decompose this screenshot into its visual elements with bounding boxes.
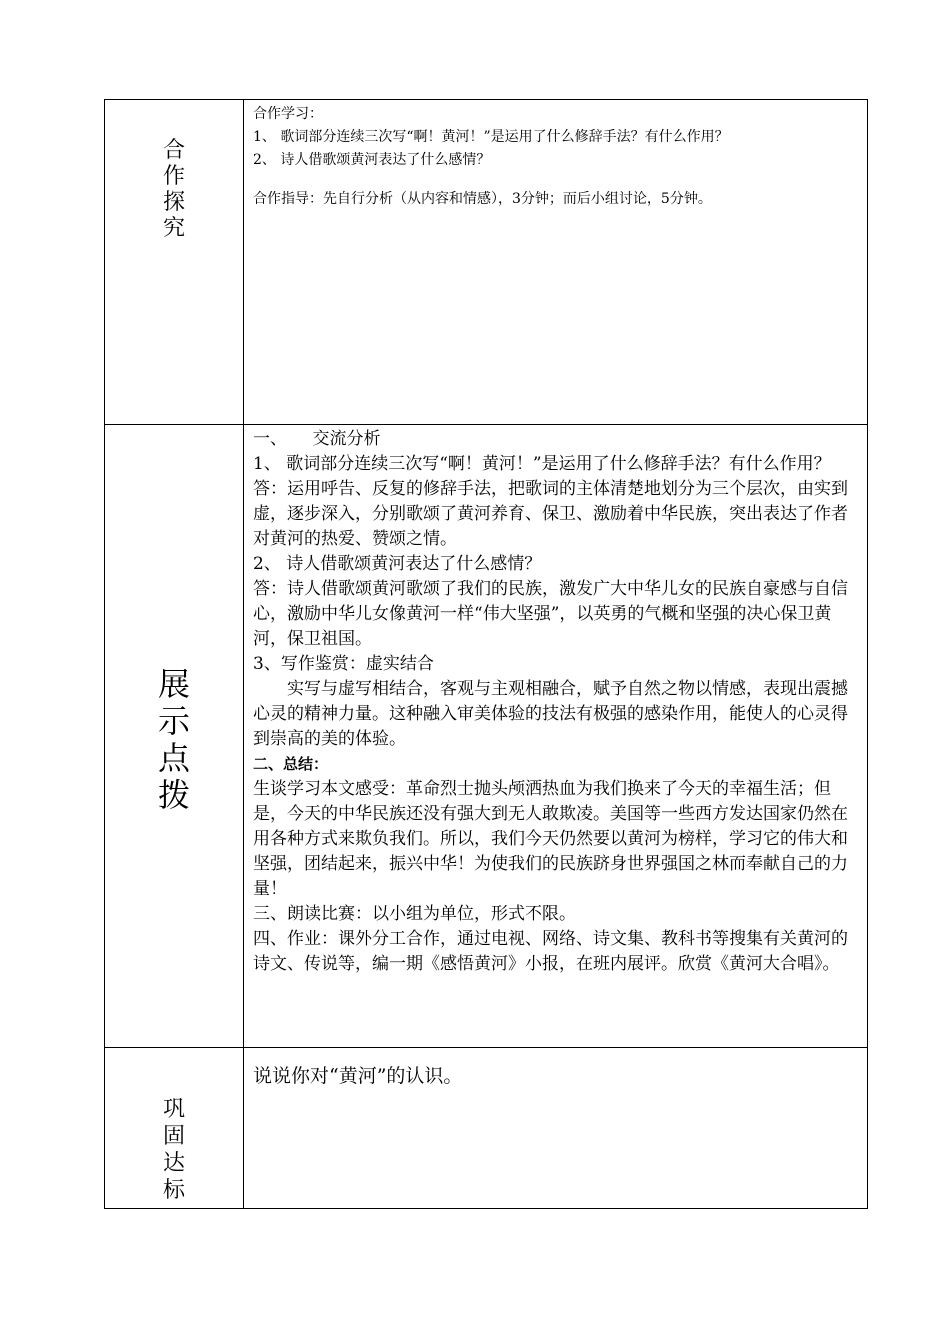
label-char: 达	[162, 1151, 185, 1176]
writing-appreciation-text: 实写与虚写相结合，客观与主观相融合，赋予自然之物以情感，表现出震撼心灵的精神力量。这种融入审美体验的技法有极强的感染作用，能使人的心灵得到崇高的美的体验。	[253, 679, 848, 749]
coop-question-1: 1、 歌词部分连续三次写“啊！黄河！”是运用了什么修辞手法？有什么作用？	[253, 129, 729, 145]
writing-appreciation-heading: 3、写作鉴赏：虚实结合	[253, 654, 434, 674]
label-char: 标	[162, 1178, 185, 1203]
coop-guidance: 合作指导：先自行分析（从内容和情感），3分钟；而后小组讨论，5分钟。	[253, 191, 712, 207]
label-char: 作	[162, 164, 185, 189]
analysis-answer-1: 答：运用呼告、反复的修辞手法，把歌词的主体清楚地划分为三个层次，由实到虚，逐步深入，分别歌颂了黄河养育、保卫、激励着中华民族，突出表达了作者对黄河的热爱、赞颂之情。	[253, 479, 848, 549]
display-guidance-content	[253, 427, 861, 977]
section-label-cooperative-inquiry	[105, 130, 243, 250]
coop-question-2: 2、 诗人借歌颂黄河表达了什么感情？	[253, 152, 491, 168]
label-char: 拨	[157, 776, 190, 814]
row-divider-1	[105, 424, 867, 425]
coop-title: 合作学习：	[253, 106, 323, 122]
lesson-table	[104, 99, 868, 1209]
analysis-question-1: 1、 歌词部分连续三次写“啊！黄河！”是运用了什么修辞手法？有什么作用？	[253, 454, 831, 474]
column-divider	[243, 100, 244, 1208]
consolidation-prompt: 说说你对“黄河”的认识。	[253, 1065, 463, 1087]
homework: 四、作业：课外分工合作，通过电视、网络、诗文集、教科书等搜集有关黄河的诗文、传说等，编一期《感悟黄河》小报，在班内展评。欣赏《黄河大合唱》。	[253, 929, 848, 974]
label-char: 巩	[162, 1097, 185, 1122]
section-label-display-guidance	[105, 660, 243, 820]
label-char: 展	[157, 665, 190, 703]
label-char: 点	[157, 739, 190, 777]
consolidation-content	[253, 1062, 861, 1090]
analysis-answer-2: 答：诗人借歌颂黄河歌颂了我们的民族，激发广大中华儿女的民族自豪感与自信心，激励中华儿女像黄河一样“伟大坚强”，以英勇的气概和坚强的决心保卫黄河，保卫祖国。	[253, 579, 848, 649]
label-char: 固	[162, 1124, 185, 1149]
label-char: 合	[162, 138, 185, 163]
label-char: 示	[157, 702, 190, 740]
label-char: 探	[162, 190, 185, 215]
analysis-question-2: 2、 诗人借歌颂黄河表达了什么感情？	[253, 554, 542, 574]
exchange-heading: 一、 交流分析	[253, 429, 381, 449]
cooperative-inquiry-content	[253, 103, 861, 211]
reading-contest: 三、朗读比赛：以小组为单位，形式不限。	[253, 904, 576, 924]
label-char: 究	[162, 216, 185, 241]
section-label-consolidation	[105, 1090, 243, 1210]
summary-text: 生谈学习本文感受：革命烈士抛头颅洒热血为我们换来了今天的幸福生活；但是，今天的中华民族还没有强大到无人敢欺凌。美国等一些西方发达国家仍然在用各种方式来欺负我们。所以，我们今天仍然要以黄河为榜样，学习它的伟大和坚强，团结起来，振兴中华！为使我们的民族跻身世界强国之林而奉献自己的力量！	[253, 779, 848, 899]
summary-heading: 二、总结：	[253, 755, 329, 773]
row-divider-2	[105, 1047, 867, 1048]
